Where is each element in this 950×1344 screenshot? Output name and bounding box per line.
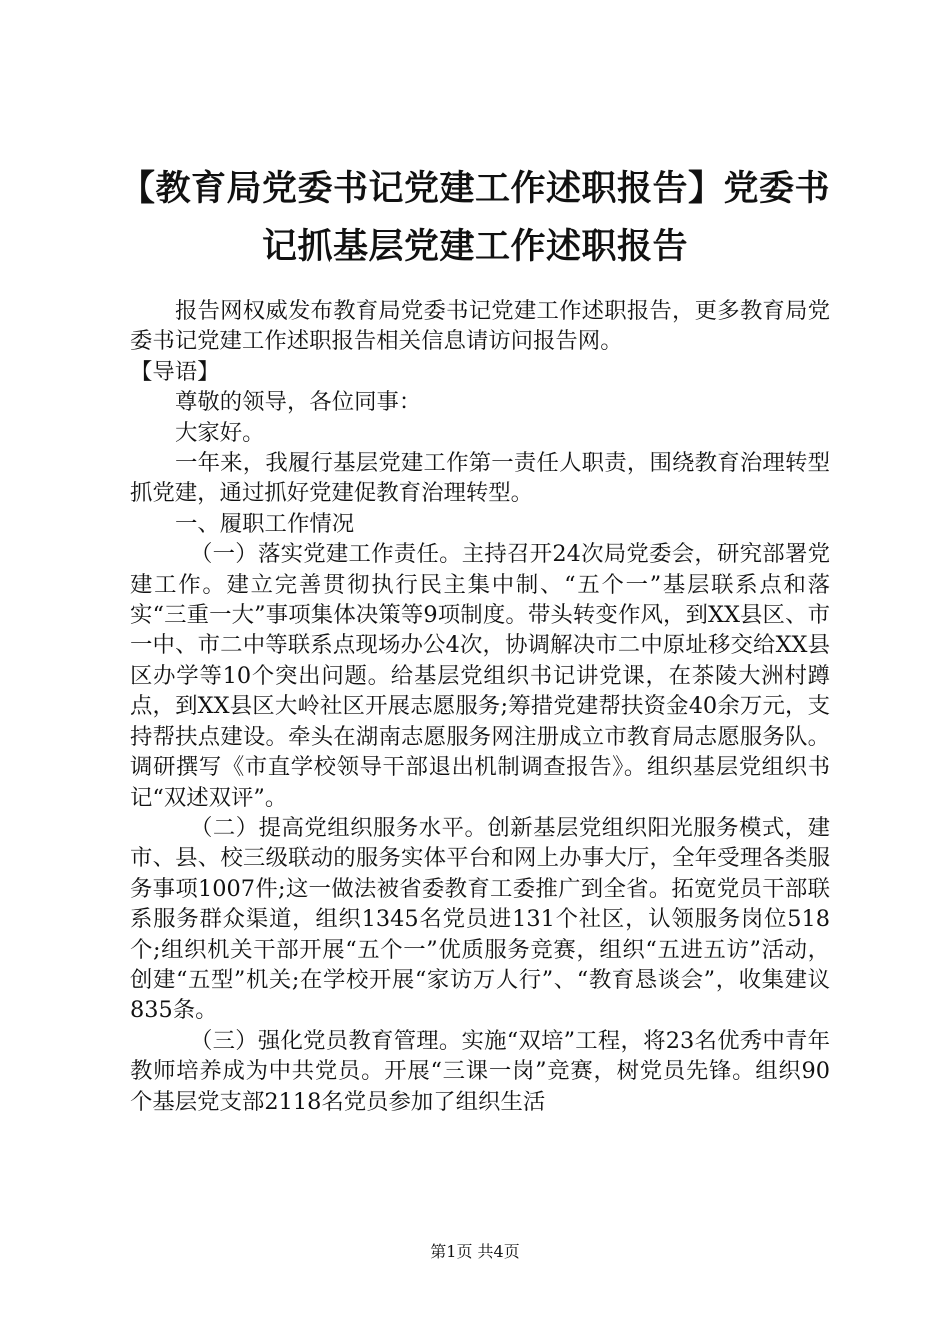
body-paragraph: 大家好。 <box>175 419 265 446</box>
title-line-1: 【教育局党委书记党建工作述职报告】党委书 <box>119 169 830 209</box>
body-paragraph: 一、履职工作情况 <box>175 510 355 537</box>
page-footer: 第1页 共4页 <box>430 1242 520 1261</box>
body-paragraph: （二）提高党组织服务水平。创新基层党组织阳光服务模式，建市、县、校三级联动的服务实体平台和网上办事大厅，全年受理各类服务事项1007件;这一做法被省委教育工委推广到全省。拓宽党员干部联系服务群众渠道，组织1345名党员进131个社区，认领服务岗位518个;组织机关干部开展“五个一”优质服务竞赛，组织“五进五访”活动，创建“五型”机关;在学校开展“家访万人行”、“教育恳谈会”，收集建议835条。 <box>130 814 830 1024</box>
body-paragraph: 尊敬的领导，各位同事： <box>175 389 422 416</box>
body-paragraph: 【导语】 <box>130 358 220 385</box>
body-paragraph: （三）强化党员教育管理。实施“双培”工程，将23名优秀中青年教师培养成为中共党员。开展“三课一岗”竞赛，树党员先锋。组织90个基层党支部2118名党员参加了组织生活 <box>130 1027 830 1115</box>
body-paragraph: （一）落实党建工作责任。主持召开24次局党委会，研究部署党建工作。建立完善贯彻执行民主集中制、“五个一”基层联系点和落实“三重一大”事项集体决策等9项制度。带头转变作风，到XX县区、市一中、市二中等联系点现场办公4次，协调解决市二中原址移交给XX县区办学等10个突出问题。给基层党组织书记讲党课，在茶陵大洲村蹲点，到XX县区大岭社区开展志愿服务;筹措党建帮扶资金40余万元，支持帮扶点建设。牵头在湖南志愿服务网注册成立市教育局志愿服务队。调研撰写《市直学校领导干部退出机制调查报告》。组织基层党组织书记“双述双评”。 <box>130 541 830 811</box>
body-paragraph: 报告网权威发布教育局党委书记党建工作述职报告，更多教育局党委书记党建工作述职报告相关信息请访问报告网。 <box>130 298 830 355</box>
document-body <box>130 296 830 1117</box>
body-paragraph: 一年来，我履行基层党建工作第一责任人职责，围绕教育治理转型抓党建，通过抓好党建促教育治理转型。 <box>130 450 830 507</box>
document-title <box>110 160 840 276</box>
title-line-2: 记抓基层党建工作述职报告 <box>261 227 688 267</box>
